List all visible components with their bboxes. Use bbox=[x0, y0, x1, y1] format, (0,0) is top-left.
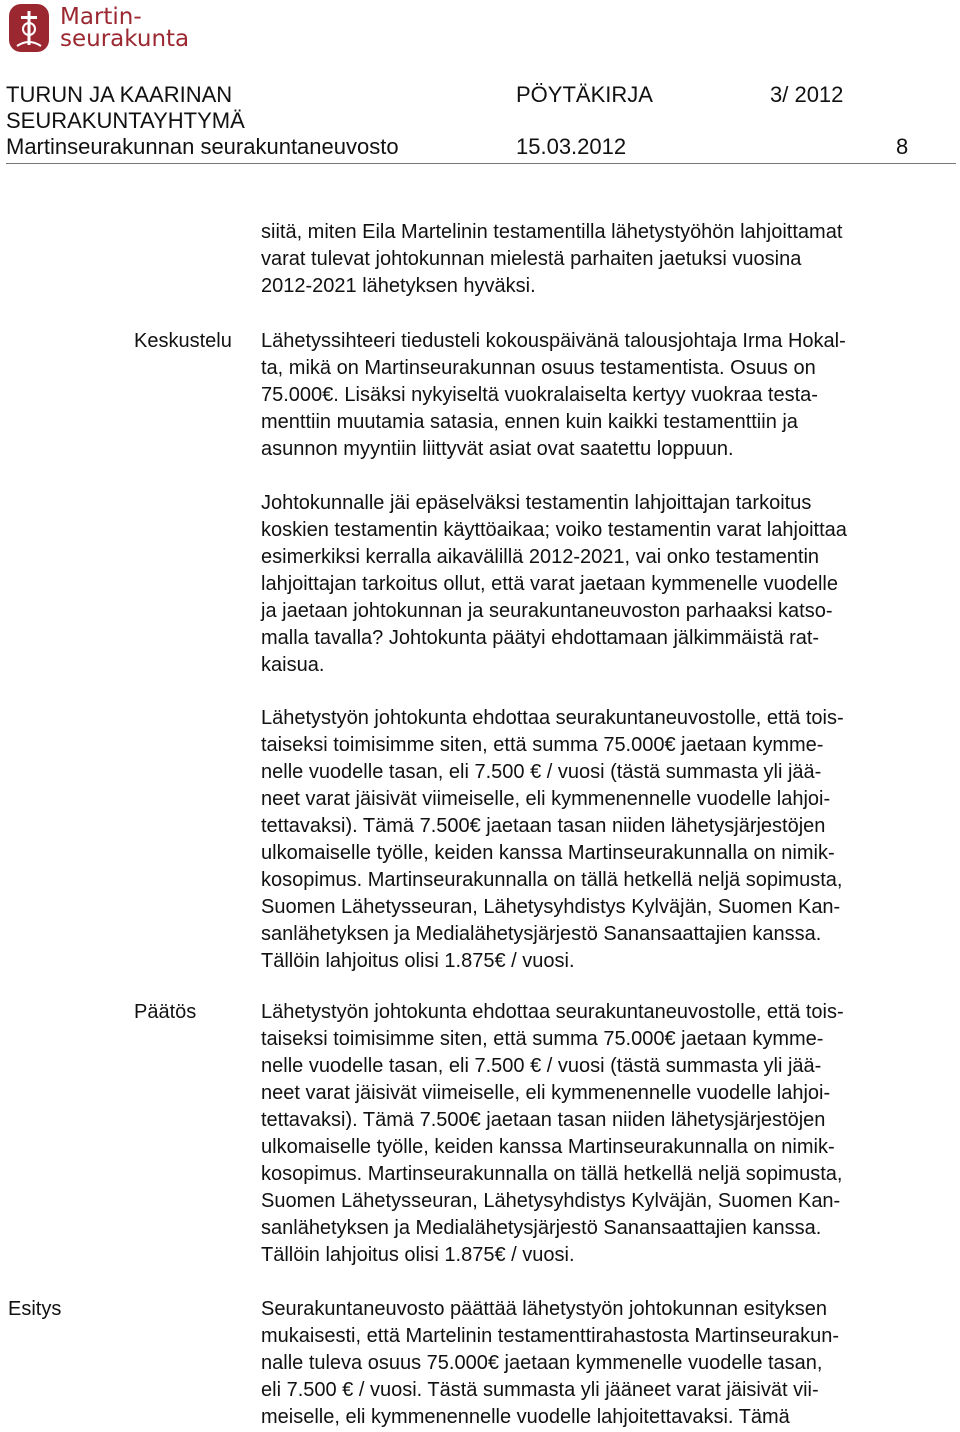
org-line-2: SEURAKUNTAYHTYMÄ bbox=[6, 108, 245, 133]
text-line: taiseksi toimisimme siten, että summa 75.000€ jaetaan kymme- bbox=[261, 734, 824, 756]
text-line: Lähetystyön johtokunta ehdottaa seurakuntaneuvostolle, että tois- bbox=[261, 707, 844, 729]
text-line: Seurakuntaneuvosto päättää lähetystyön johtokunnan esityksen bbox=[261, 1298, 827, 1320]
text-line: sanlähetyksen ja Medialähetysjärjestö Sanansaattajien kanssa. bbox=[261, 1217, 822, 1239]
header-divider bbox=[6, 163, 956, 164]
logo-wordmark bbox=[60, 6, 189, 50]
text-line: Suomen Lähetysseuran, Lähetysyhdistys Kylväjän, Suomen Kan- bbox=[261, 896, 841, 918]
text-line: lahjoittajan tarkoitus ollut, että varat jaetaan kymmenelle vuodelle bbox=[261, 573, 838, 595]
doc-type: PÖYTÄKIRJA bbox=[516, 82, 653, 107]
text-line: kosopimus. Martinseurakunnalla on tällä hetkellä neljä sopimusta, bbox=[261, 1163, 843, 1185]
page-number: 8 bbox=[896, 134, 909, 159]
paragraph-ehdotus bbox=[261, 705, 951, 975]
text-line: koskien testamentin käyttöaikaa; voiko testamentin varat lahjoittaa bbox=[261, 519, 847, 541]
text-line: 2012-2021 lähetyksen hyväksi. bbox=[261, 275, 536, 297]
text-line: sanlähetyksen ja Medialähetysjärjestö Sanansaattajien kanssa. bbox=[261, 923, 822, 945]
label-esitys: Esitys bbox=[8, 1298, 62, 1320]
text-line: nalle tuleva osuus 75.000€ jaetaan kymmenelle vuodelle tasan, bbox=[261, 1352, 823, 1374]
paragraph-keskustelu bbox=[261, 328, 951, 463]
text-line: Lähetystyön johtokunta ehdottaa seurakuntaneuvostolle, että tois- bbox=[261, 1001, 844, 1023]
text-line: taiseksi toimisimme siten, että summa 75.000€ jaetaan kymme- bbox=[261, 1028, 824, 1050]
text-line: nelle vuodelle tasan, eli 7.500 € / vuosi (tästä summasta yli jää- bbox=[261, 761, 822, 783]
cross-emblem-icon bbox=[6, 2, 52, 54]
text-line: Johtokunnalle jäi epäselväksi testamentin lahjoittajan tarkoitus bbox=[261, 492, 812, 514]
meeting-date: 15.03.2012 bbox=[516, 134, 627, 159]
paragraph-johtokunta bbox=[261, 490, 951, 679]
paragraph-esitys bbox=[261, 1296, 951, 1431]
paragraph-paatos bbox=[261, 999, 951, 1269]
text-line: ulkomaiselle työlle, keiden kanssa Martinseurakunnalla on nimik- bbox=[261, 1136, 835, 1158]
text-line: neet varat jäisivät viimeiselle, eli kymmenennelle vuodelle lahjoi- bbox=[261, 788, 831, 810]
logo-line-2: seurakunta bbox=[60, 26, 190, 52]
text-line: 75.000€. Lisäksi nykyiseltä vuokralaiselta kertyy vuokraa testa- bbox=[261, 384, 818, 406]
paragraph-intro bbox=[261, 219, 951, 300]
text-line: tettavaksi). Tämä 7.500€ jaetaan tasan niiden lähetysjärjestöjen bbox=[261, 815, 826, 837]
text-line: Lähetyssihteeri tiedusteli kokouspäivänä talousjohtaja Irma Hokal- bbox=[261, 330, 846, 352]
text-line: neet varat jäisivät viimeiselle, eli kymmenennelle vuodelle lahjoi- bbox=[261, 1082, 831, 1104]
text-line: Tällöin lahjoitus olisi 1.875€ / vuosi. bbox=[261, 1244, 575, 1266]
council-name: Martinseurakunnan seurakuntaneuvosto bbox=[6, 134, 399, 159]
org-line-1: TURUN JA KAARINAN bbox=[6, 82, 233, 107]
text-line: ta, mikä on Martinseurakunnan osuus testamentista. Osuus on bbox=[261, 357, 816, 379]
text-line: ja jaetaan johtokunnan ja seurakuntaneuvoston parhaaksi katso- bbox=[261, 600, 833, 622]
label-keskustelu: Keskustelu bbox=[134, 330, 232, 352]
text-line: malla tavalla? Johtokunta päätyi ehdottamaan jälkimmäistä rat- bbox=[261, 627, 820, 649]
logo-line-1: Martin- bbox=[60, 4, 142, 30]
text-line: tettavaksi). Tämä 7.500€ jaetaan tasan niiden lähetysjärjestöjen bbox=[261, 1109, 826, 1131]
text-line: ulkomaiselle työlle, keiden kanssa Martinseurakunnalla on nimik- bbox=[261, 842, 835, 864]
text-line: eli 7.500 € / vuosi. Tästä summasta yli jääneet varat jäisivät vii- bbox=[261, 1379, 819, 1401]
text-line: mukaisesti, että Martelinin testamenttirahastosta Martinseurakun- bbox=[261, 1325, 840, 1347]
text-line: Tällöin lahjoitus olisi 1.875€ / vuosi. bbox=[261, 950, 575, 972]
text-line: varat tulevat johtokunnan mielestä parhaiten jaetuksi vuosina bbox=[261, 248, 802, 270]
text-line: asunnon myyntiin liittyvät asiat ovat saatettu loppuun. bbox=[261, 438, 734, 460]
text-line: esimerkiksi kerralla aikavälillä 2012-2021, vai onko testamentin bbox=[261, 546, 820, 568]
text-line: kosopimus. Martinseurakunnalla on tällä hetkellä neljä sopimusta, bbox=[261, 869, 843, 891]
text-line: Suomen Lähetysseuran, Lähetysyhdistys Kylväjän, Suomen Kan- bbox=[261, 1190, 841, 1212]
text-line: kaisua. bbox=[261, 654, 325, 676]
issue-number: 3/ 2012 bbox=[770, 82, 844, 107]
text-line: menttiin muutamia satasia, ennen kuin kaikki testamenttiin ja bbox=[261, 411, 798, 433]
text-line: nelle vuodelle tasan, eli 7.500 € / vuosi (tästä summasta yli jää- bbox=[261, 1055, 822, 1077]
text-line: siitä, miten Eila Martelinin testamentilla lähetystyöhön lahjoittamat bbox=[261, 221, 843, 243]
logo bbox=[6, 2, 189, 54]
label-paatos: Päätös bbox=[134, 1001, 197, 1023]
text-line: meiselle, eli kymmenennelle vuodelle lahjoitettavaksi. Tämä bbox=[261, 1406, 790, 1428]
